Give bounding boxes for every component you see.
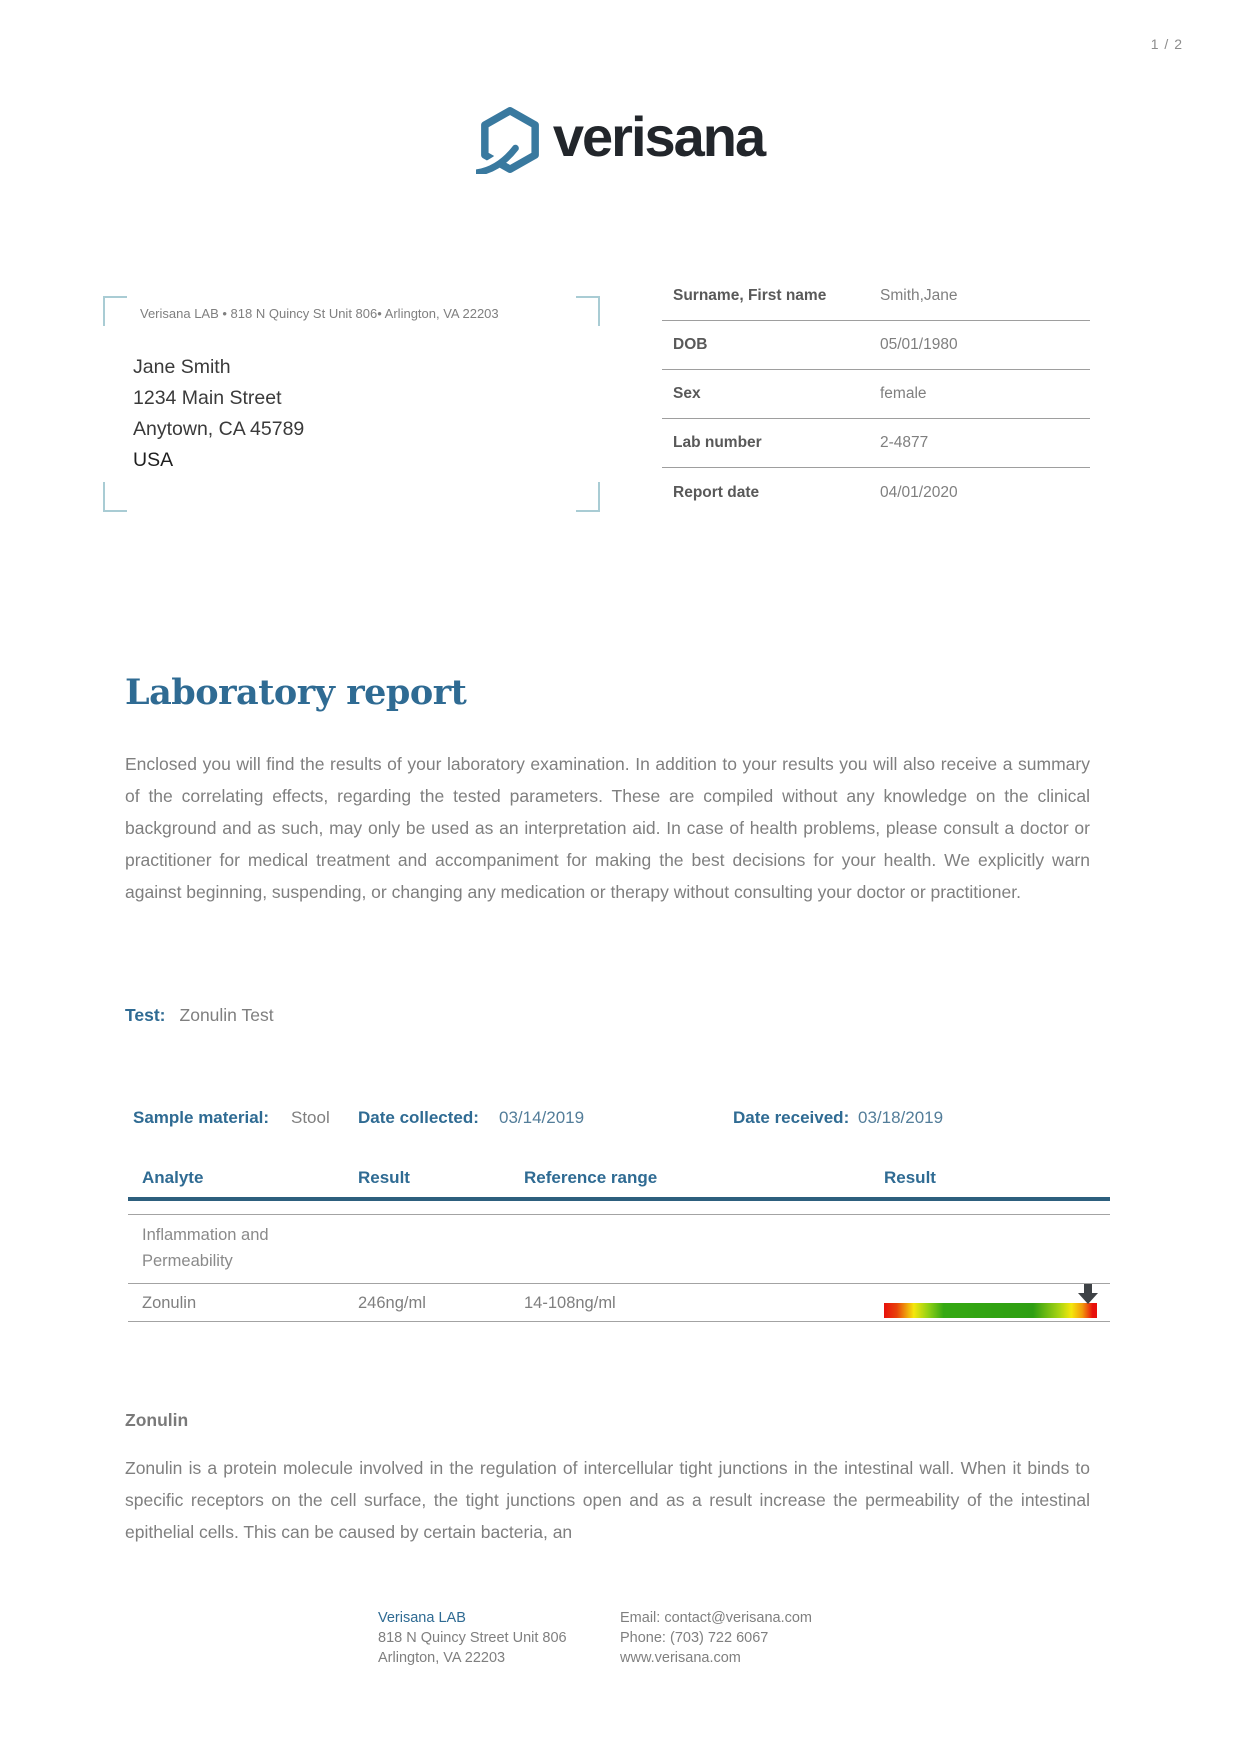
results-group-row — [128, 1214, 1110, 1283]
verisana-hexagon-icon — [476, 106, 544, 174]
sample-material-label: Sample material: — [133, 1108, 270, 1127]
info-value: 2-4877 — [880, 434, 929, 451]
header-analyte: Analyte — [142, 1168, 204, 1187]
verisana-wordmark: verisana — [552, 105, 765, 168]
footer-website: www.verisana.com — [620, 1650, 741, 1666]
results-header-row — [128, 1168, 1110, 1201]
test-value: Zonulin Test — [179, 1005, 274, 1025]
analyte-name: Zonulin — [142, 1294, 197, 1312]
date-received-label: Date received: — [733, 1108, 850, 1127]
info-row-lab-number — [662, 419, 1090, 468]
recipient-city: Anytown, CA 45789 — [133, 418, 305, 440]
corner-mark-bottom-right — [576, 482, 600, 512]
info-row-report-date — [662, 468, 1090, 517]
footer-street: 818 N Quincy Street Unit 806 — [378, 1630, 567, 1646]
corner-mark-top-left — [103, 296, 127, 326]
date-collected-label: Date collected: — [358, 1108, 479, 1127]
test-line — [125, 1005, 274, 1026]
test-label: Test: — [125, 1005, 166, 1025]
info-value: 04/01/2020 — [880, 483, 958, 501]
info-label: Sex — [673, 385, 701, 402]
info-label: DOB — [673, 336, 708, 353]
table-row-zonulin — [128, 1283, 1110, 1322]
footer-lab-name: Verisana LAB — [378, 1610, 466, 1626]
result-gradient-bar — [884, 1303, 1097, 1318]
footer-phone: Phone: (703) 722 6067 — [620, 1630, 769, 1646]
header-spacer — [128, 1201, 1110, 1214]
group-label: Inflammation and Permeability — [142, 1226, 269, 1270]
report-intro-paragraph: Enclosed you will find the results of your laboratory examination. In addition to your results you will also receive a summary of the correlating effects, regarding the tested parameters. These are compiled without any knowledge on the clinical background and as such, may only be used as an interpretation aid. In case of health problems, please consult a doctor or practitioner for medical treatment and accompaniment for making the best decisions for your health. We explicitly warn against beginning, suspending, or changing any medication or therapy without consulting your doctor or practitioner. — [125, 754, 1090, 902]
sender-return-address: Verisana LAB • 818 N Quincy St Unit 806• Arlington, VA 22203 — [140, 306, 499, 321]
header-result-graph: Result — [884, 1168, 936, 1187]
result-arrow-down-icon — [1078, 1284, 1098, 1304]
page-number: 1 / 2 — [1150, 36, 1183, 52]
recipient-country: USA — [133, 449, 174, 471]
address-window — [103, 296, 600, 512]
footer-email: Email: contact@verisana.com — [620, 1610, 813, 1626]
info-value: female — [880, 385, 927, 402]
info-value: Smith,Jane — [880, 287, 958, 304]
info-row-dob — [662, 321, 1090, 370]
date-received-value: 03/18/2019 — [858, 1108, 944, 1127]
recipient-name: Jane Smith — [133, 356, 231, 378]
footer-contact — [620, 1608, 812, 1668]
results-table — [128, 1168, 1110, 1322]
result-indicator-cell — [870, 1284, 1110, 1323]
recipient-address — [133, 352, 304, 476]
sample-meta-row — [0, 1108, 1240, 1132]
verisana-logo — [0, 100, 1240, 174]
sample-material-value: Stool — [291, 1108, 330, 1127]
recipient-street: 1234 Main Street — [133, 387, 282, 409]
date-collected-value: 03/14/2019 — [499, 1108, 585, 1127]
explanation-heading: Zonulin — [125, 1410, 189, 1430]
info-label: Report date — [673, 483, 760, 501]
corner-mark-bottom-left — [103, 482, 127, 512]
report-title: Laboratory report — [125, 672, 467, 713]
patient-info-table — [662, 272, 1090, 517]
info-row-sex — [662, 370, 1090, 419]
explanation-paragraph: Zonulin is a protein molecule involved in the regulation of intercellular tight junctions in the intestinal wall. When it binds to specific receptors on the cell surface, the tight junctions open and as a result increase the permeability of the intestinal epithelial cells. This can be caused by certain bacteria, an — [125, 1458, 1090, 1542]
footer-lab-address — [378, 1608, 567, 1668]
footer-city: Arlington, VA 22203 — [378, 1650, 506, 1666]
info-row-surname — [662, 272, 1090, 321]
corner-mark-top-right — [576, 296, 600, 326]
header-reference-range: Reference range — [524, 1168, 658, 1187]
header-result: Result — [358, 1168, 410, 1187]
analyte-result: 246ng/ml — [358, 1294, 426, 1312]
analyte-reference-range: 14-108ng/ml — [524, 1294, 616, 1312]
info-value: 05/01/1980 — [880, 336, 958, 353]
info-label: Surname, First name — [673, 287, 827, 304]
info-label: Lab number — [673, 434, 762, 451]
